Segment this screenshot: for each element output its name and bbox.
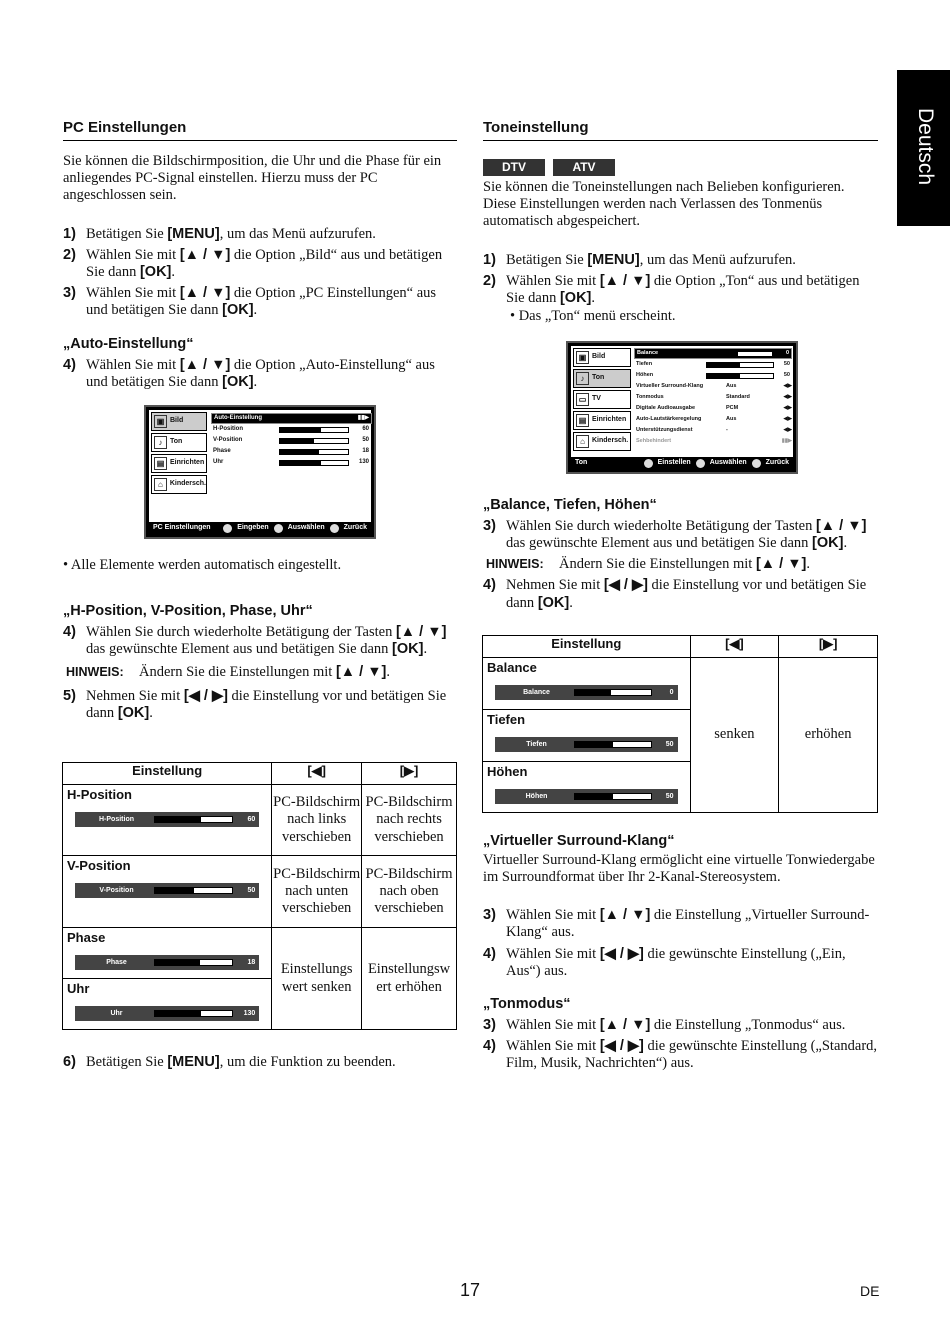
ton-settings-table: Einstellung [◀] [▶] Balance Balance 0 senken erhöhen Tiefen Tiefen 50 Höhen Höhen 50 [482,635,878,813]
osd-menu-einrichten: ▤ Einrichten [151,454,207,473]
osd-row-tiefen: Tiefen 50 [636,361,790,368]
step-3: 3) Wählen Sie mit [▲ / ▼] die Option „PC Einstellungen“ aus und betätigen Sie dann [OK]. [63,285,437,319]
osd-row-unterstuetzung: Unterstützungsdienst - ◀▶ [636,427,792,434]
osd-menu-ton: ♪ Ton [573,369,631,388]
osd-menu-bild: ▣ Bild [573,348,631,367]
osd-menu-tv: ▭ TV [573,390,631,409]
hinweis-left: HINWEIS: Ändern Sie die Einstellungen mit [▲ / ▼]. [66,664,391,681]
osd-row-hoehen: Höhen 50 [636,372,790,379]
auto-bullet: • Alle Elemente werden automatisch eingestellt. [63,557,342,573]
col-left: [◀] [272,763,362,785]
r-step-4b: 4) Wählen Sie mit [◀ / ▶] die gewünschte Einstellung („Ein, Aus“) aus. [483,945,846,979]
right-column [483,119,878,326]
osd-menu-kindersch: ⌂ Kindersch. [151,475,207,494]
osd-menu-einrichten: ▤ Einrichten [573,411,631,430]
table-row: Balance Balance 0 senken erhöhen [483,658,878,710]
r-step-2: 2) Wählen Sie mit [▲ / ▼] die Option „Ton“ aus und betätigen Sie dann [OK]. [483,273,860,307]
auto-heading: „Auto-Einstellung“ [63,335,194,352]
osd-row-h: H-Position 60 [213,425,369,432]
language-tab [897,70,950,226]
r-step-3: 3) Wählen Sie durch wiederholte Betätigung der Tasten [▲ / ▼] das gewünschte Element aus und betätigen Sie dann [OK]. [483,518,867,552]
table-row: Höhen Höhen 50 [483,762,878,813]
step-6: 6) Betätigen Sie [MENU], um die Funktion zu beenden. [63,1054,396,1070]
language-code: DE [860,1283,880,1299]
page-number: 17 [460,1280,481,1300]
badges [483,159,878,176]
osd-row-auto-laut: Auto-Lautstärkeregelung Aus ◀▶ [636,416,792,423]
table-row: V-Position V-Position 50 PC-Bildschirm nach unten verschieben PC-Bildschirm nach oben verschieben [63,856,457,928]
tm-heading: „Tonmodus“ [483,995,571,1012]
pc-settings-table [62,762,457,1030]
left-column [63,119,457,391]
r-step-2-bullet: • Das „Ton“ menü erscheint. [510,308,676,325]
table-row: Phase Phase 18 Einstellungs wert senken Einstellungsw ert erhöhen [63,928,457,979]
badge-atv: ATV [553,159,615,176]
left-column-2 [63,557,457,722]
vs-heading: „Virtueller Surround-Klang“ [483,833,675,849]
osd-row-sehbehindert: Sehbehindert ▮▮▶ [636,438,792,445]
osd-row-vs: Virtueller Surround-Klang Aus ◀▶ [636,383,792,390]
osd-footer: PC Einstellungen Eingeben Auswählen Zurück [149,522,371,534]
osd-row-uhr: Uhr 130 [213,458,369,465]
language-tab-label: Deutsch [914,108,937,186]
col-right: [▶] [362,763,457,785]
step-5: 5) Nehmen Sie mit [◀ / ▶] die Einstellung vor und betätigen Sie dann [OK]. [63,687,447,721]
section-title-ton: Toneinstellung [483,119,878,141]
badge-dtv: DTV [483,159,545,176]
vs-text: Virtueller Surround-Klang ermöglicht eine virtuelle Tonwiedergabe im Surroundformat über Ihr 2-Kanal-Stereosystem. [483,852,875,886]
osd-menu-ton: ♪ Ton [151,433,207,452]
r-step-3c: 3) Wählen Sie mit [▲ / ▼] die Einstellung „Tonmodus“ aus. [483,1016,846,1033]
r-step-3b: 3) Wählen Sie mit [▲ / ▼] die Einstellung „Virtueller Surround-Klang“ aus. [483,907,870,941]
osd-menu-bild: ▣ Bild [151,412,207,431]
hinweis-right: HINWEIS: Ändern Sie die Einstellungen mit [▲ / ▼]. [486,556,811,573]
table-row: Tiefen Tiefen 50 [483,710,878,762]
right-column-2 [483,497,878,612]
step-2: 2) Wählen Sie mit [▲ / ▼] die Option „Bild“ aus und betätigen Sie dann [OK]. [63,247,443,281]
osd-row-balance: Balance 0 [634,348,792,359]
col-einstellung: Einstellung [63,763,272,785]
pc-settings-osd [144,405,376,539]
osd-row-v: V-Position 50 [213,436,369,443]
section-title-pc: PC Einstellungen [63,119,457,141]
left-column-3 [63,1054,457,1071]
step-4-hv: 4) Wählen Sie durch wiederholte Betätigung der Tasten [▲ / ▼] das gewünschte Element aus und betätigen Sie dann [OK]. [63,624,447,658]
osd-row-tonmodus: Tonmodus Standard ◀▶ [636,394,792,401]
osd-row-auto: Auto-Einstellung ▮▮▶ [211,413,372,424]
bth-heading: „Balance, Tiefen, Höhen“ [483,497,657,513]
osd-row-phase: Phase 18 [213,447,369,454]
osd-footer: Ton Einstellen Auswählen Zurück [571,457,793,469]
right-column-3 [483,833,878,1072]
r-step-4: 4) Nehmen Sie mit [◀ / ▶] die Einstellung vor und betätigen Sie dann [OK]. [483,577,867,611]
ton-intro: Sie können die Toneinstellungen nach Belieben konfigurieren. Diese Einstellungen werden nach Verlassen des Tonmenüs automatisch abgespeichert. [483,178,845,230]
pc-intro: Sie können die Bildschirmposition, die Uhr und die Phase für ein anliegendes PC-Signal einstellen. Hierzu muss der PC angeschlossen sein. [63,152,442,203]
step-4-auto: 4) Wählen Sie mit [▲ / ▼] die Option „Auto-Einstellung“ aus und betätigen Sie dann [OK]. [63,356,435,390]
osd-menu-kindersch: ⌂ Kindersch. [573,432,631,451]
table-row: Uhr Uhr 130 [63,979,457,1030]
table-row: H-Position H-Position 60 PC-Bildschirm nach links verschieben PC-Bildschirm nach rechts verschieben [63,785,457,856]
r-step-1: 1) Betätigen Sie [MENU], um das Menü aufzurufen. [483,252,796,269]
hv-heading: „H-Position, V-Position, Phase, Uhr“ [63,603,313,620]
r-step-4c: 4) Wählen Sie mit [◀ / ▶] die gewünschte Einstellung („Standard, Film, Musik, Nachrichten“) aus. [483,1037,878,1072]
osd-row-digital: Digitale Audioausgabe PCM ◀▶ [636,405,792,412]
ton-osd [566,341,798,474]
step-1: 1) Betätigen Sie [MENU], um das Menü aufzurufen. [63,226,376,243]
